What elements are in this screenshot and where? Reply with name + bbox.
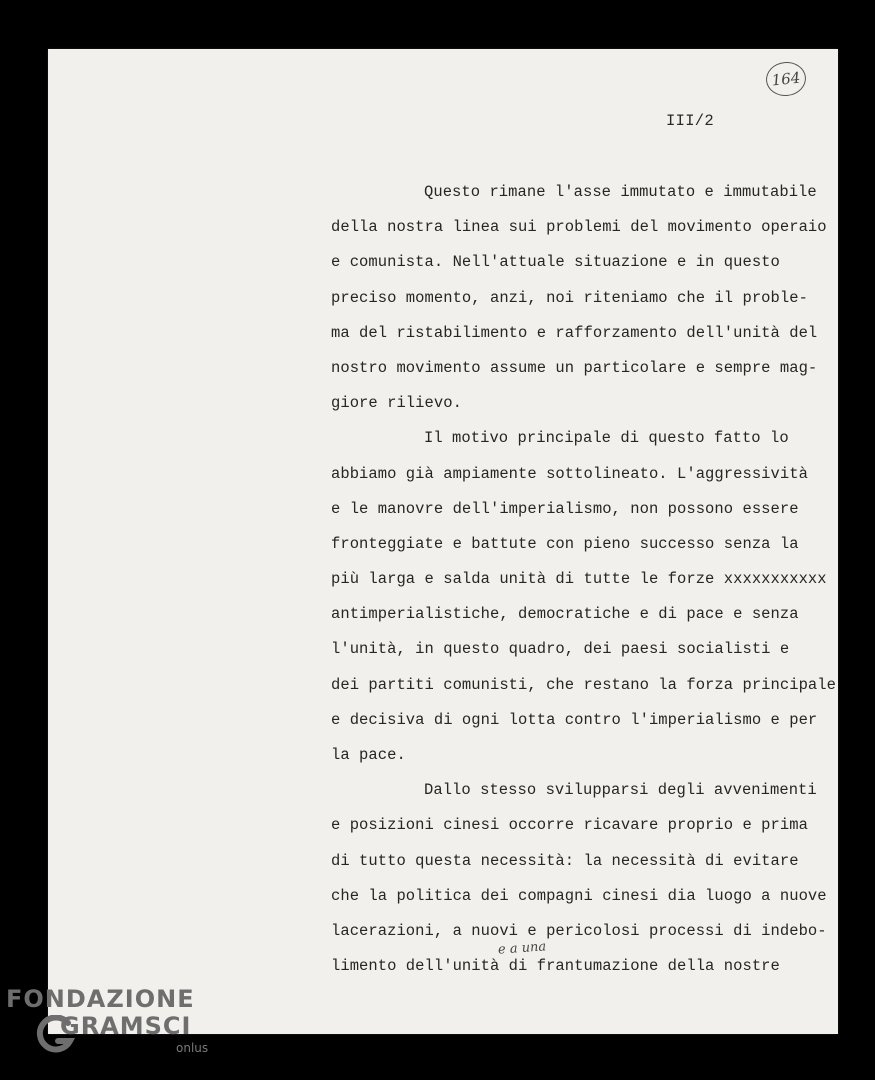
text-line: più larga e salda unità di tutte le forze xxxxxxxxxxx xyxy=(331,570,827,589)
text-line: che la politica dei compagni cinesi dia luogo a nuove xyxy=(331,886,827,905)
text-line: Questo rimane l'asse immutato e immutabile xyxy=(424,183,817,201)
typewritten-text xyxy=(331,175,841,984)
text-line: e comunista. Nell'attuale situazione e in questo xyxy=(331,253,780,272)
text-line: antimperialistiche, democratiche e di pace e senza xyxy=(331,605,799,624)
text-line: e posizioni cinesi occorre ricavare proprio e prima xyxy=(331,816,808,835)
text-line: dei partiti comunisti, che restano la forza principale xyxy=(331,675,836,694)
text-line: lacerazioni, a nuovi e pericolosi processi di indebo- xyxy=(331,921,827,940)
page-reference: III/2 xyxy=(666,112,715,130)
text-line: preciso momento, anzi, noi riteniamo che il proble- xyxy=(331,288,808,307)
text-line: Il motivo principale di questo fatto lo xyxy=(424,429,789,448)
logo-line-1: FONDAZIONE xyxy=(6,985,195,1013)
archive-watermark-logo xyxy=(6,985,226,1075)
text-line: abbiamo già ampiamente sottolineato. L'aggressività xyxy=(331,464,808,483)
text-line: fronteggiate e battute con pieno successo senza la xyxy=(331,534,799,553)
logo-suffix: onlus xyxy=(176,1041,209,1055)
text-line: e decisiva di ogni lotta contro l'imperialismo e per xyxy=(331,710,818,729)
text-line: e le manovre dell'imperialismo, non possono essere xyxy=(331,499,799,518)
text-line: nostro movimento assume un particolare e sempre mag- xyxy=(331,358,818,377)
text-line: giore rilievo. xyxy=(331,394,462,413)
stamp-number: 164 xyxy=(770,68,802,90)
text-line: Dallo stesso svilupparsi degli avvenimenti xyxy=(424,781,817,800)
text-line: la pace. xyxy=(331,746,406,764)
text-line: limento dell'unità di frantumazione della nostre xyxy=(331,957,780,976)
logo-line-2: GRAMSCI xyxy=(60,1012,192,1040)
text-line: di tutto questa necessità: la necessità di evitare xyxy=(331,851,799,870)
text-line: l'unità, in questo quadro, dei paesi socialisti e xyxy=(331,640,790,659)
handwritten-annotation: e a una xyxy=(497,939,547,958)
text-line: della nostra linea sui problemi del movimento operaio xyxy=(331,218,827,237)
text-line: ma del ristabilimento e rafforzamento dell'unità del xyxy=(331,323,818,342)
